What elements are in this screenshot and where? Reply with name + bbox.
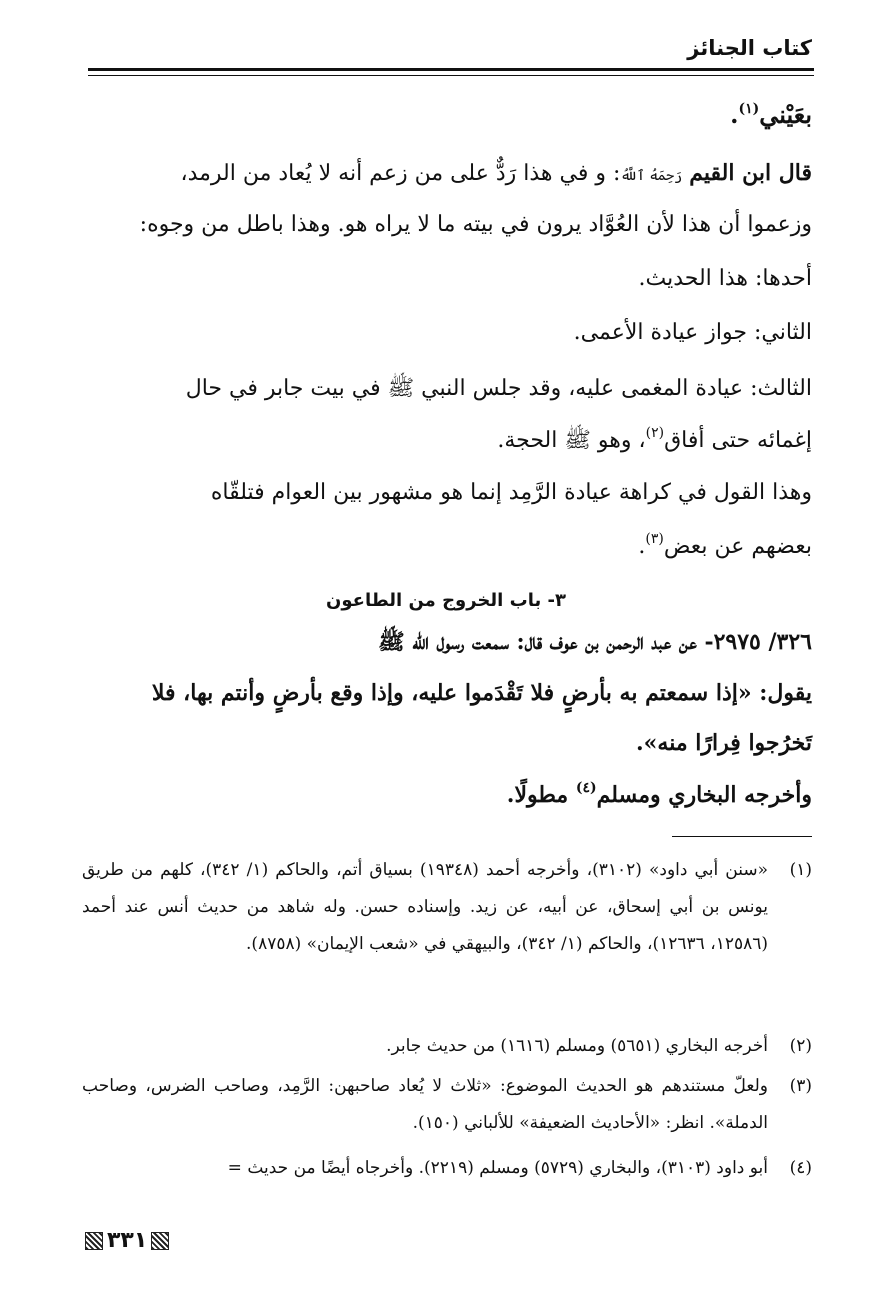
text-run: : و في هذا رَدٌّ على من زعم أنه لا يُعاد من الرمد، [180, 161, 621, 186]
text-line-1: بعَيْني$^{(١)}$. [730, 100, 812, 129]
footnote-text: «سنن أبي داود» (٣١٠٢)، وأخرجه أحمد (١٩٣٤٨) بسياق أتم، والحاكم (١/ ٣٤٢)، كلهم من طريق يونس بن أبي إسحاق، عن أبيه، عن زيد. وإسناده حسن. وله شاهد من حديث أنس عند أحمد (١٢٥٨٦، ١٢٦٣٦)، والحاكم (١/ ٣٤٢)، والبيهقي في «شعب الإيمان» (٨٧٥٨). [82, 860, 768, 954]
running-header: كتاب الجنائز [687, 36, 812, 60]
ornament-icon [151, 1232, 169, 1250]
footnote-ref[interactable]: (٤) [575, 780, 597, 796]
footnote-ref[interactable]: (٢) [645, 425, 665, 441]
footnote-text: أبو داود (٣١٠٣)، والبخاري (٥٧٢٩) ومسلم (٢٢١٩). وأخرجاه أيضًا من حديث = [227, 1158, 768, 1178]
footnote-4 [82, 1150, 812, 1187]
hadith-line-1: ٣٢٦/ ٢٩٧٥- عن عبد الرحمن بن عوف قال: سمعت رسول الله ﷺ [378, 629, 812, 655]
header-rule-thin [88, 75, 814, 76]
speaker-name: قال ابن القيم [689, 160, 812, 186]
footnote-number: (٣) [789, 1076, 812, 1096]
text-line-8: وهذا القول في كراهة عيادة الرَّمِد إنما هو مشهور بين العوام فتلقّاه [210, 480, 812, 505]
footnote-number: (٤) [789, 1158, 812, 1178]
footnote-3 [82, 1068, 812, 1142]
footnote-divider [672, 836, 812, 837]
text-line-6: الثالث: عيادة المغمى عليه، وقد جلس النبي ﷺ في بيت جابر في حال [185, 376, 812, 401]
footnote-1 [82, 852, 812, 963]
header-rule [88, 68, 814, 71]
footnote-text: أخرجه البخاري (٥٦٥١) ومسلم (١٦١٦) من حديث جابر. [386, 1036, 768, 1056]
honorific: رَحِمَهُ ٱللَّهُ [620, 168, 683, 184]
page-number: ٣٣١ [85, 1228, 169, 1253]
text-line-3: وزعموا أن هذا لأن العُوَّاد يرون في بيته ما لا يراه هو. وهذا باطل من وجوه: [139, 212, 812, 237]
text-line-2 [82, 160, 812, 186]
text-line-4: أحدها: هذا الحديث. [638, 266, 812, 291]
footnote-ref[interactable]: (٣) [645, 531, 664, 547]
hadith-source: وأخرجه البخاري ومسلم$^{(٤)}$ مطولًا. [506, 780, 812, 808]
text-line-7: إغمائه حتى أفاق$^{(٢)}$، وهو ﷺ الحجة. [497, 425, 812, 453]
footnote-number: (٢) [789, 1036, 812, 1056]
hadith-line-2: يقول: «إذا سمعتم به بأرضٍ فلا تَقْدَموا عليه، وإذا وقع بأرضٍ وأنتم بها، فلا [151, 680, 812, 706]
footnote-number: (١) [789, 860, 812, 880]
ornament-icon [85, 1232, 103, 1250]
footnote-text: ولعلّ مستندهم هو الحديث الموضوع: «ثلاث لا يُعاد صاحبهن: الرَّمِد، وصاحب الضرس، وصاحب الدملة». انظر: «الأحاديث الضعيفة» للألباني (١٥٠). [82, 1076, 768, 1133]
text-line-9: بعضهم عن بعض$^{(٣)}$. [638, 531, 812, 559]
footnote-ref[interactable]: (١) [738, 101, 760, 117]
hadith-line-3: تَخرُجوا فِرارًا منه». [636, 730, 812, 756]
footnote-2 [82, 1028, 812, 1065]
word: بعَيْني [759, 100, 812, 129]
text-line-5: الثاني: جواز عيادة الأعمى. [573, 320, 812, 345]
section-heading: ٣- باب الخروج من الطاعون [326, 590, 566, 611]
